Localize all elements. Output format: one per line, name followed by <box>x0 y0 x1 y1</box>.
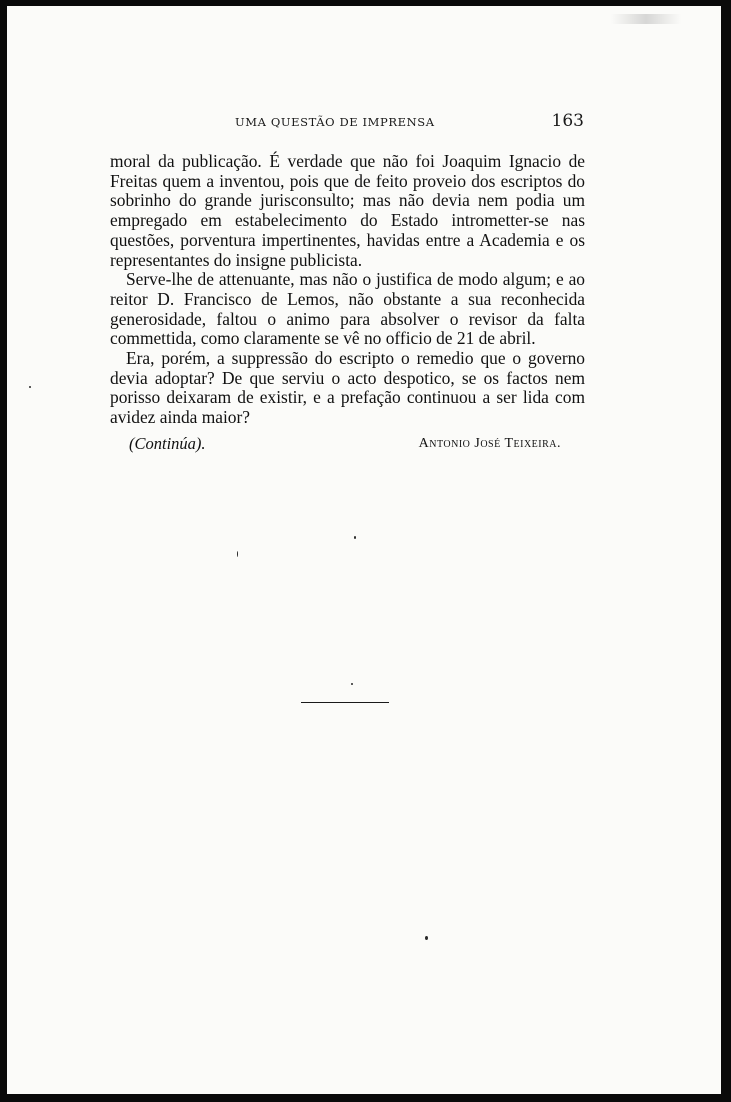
continuation-note: (Continúa). <box>129 434 206 453</box>
body-text <box>110 152 585 428</box>
ink-speck <box>29 386 31 388</box>
paragraph-3: Era, porém, a suppressão do escripto o remedio que o governo devia adoptar? De que serviu o acto despotico, se os factos nem porisso deixaram de existir, e a prefação continuou a ser lida com avidez ainda maior? <box>110 348 585 428</box>
paragraph-1: moral da publicação. É verdade que não foi Joaquim Ignacio de Freitas quem a inventou, pois que de feito proveio dos escriptos do sobrinho do grande jurisconsulto; mas não devia nem podia um empregado em estabelecimento do Estado intrometter-se nas questões, porventura impertinentes, havidas entre a Academia e os representantes do insigne publicista. <box>110 151 585 270</box>
paper-scuff <box>611 14 681 24</box>
ink-speck <box>425 936 428 940</box>
ink-speck <box>237 551 238 557</box>
ink-speck <box>354 536 356 539</box>
paragraph-2: Serve-lhe de attenuante, mas não o justifica de modo algum; e ao reitor D. Francisco de Lemos, não obstante a sua reconhecida generosidade, faltou o animo para absolver o revisor da falta commettida, como claramente se vê no officio de 21 de abril. <box>110 269 585 349</box>
signature-row <box>129 434 561 456</box>
ink-speck <box>351 683 353 685</box>
running-title: UMA QUESTÃO DE IMPRENSA <box>235 115 435 129</box>
end-rule <box>301 702 389 703</box>
running-head <box>107 111 587 133</box>
page-number: 163 <box>551 111 584 131</box>
author-signature: Antonio José Teixeira. <box>418 436 561 451</box>
